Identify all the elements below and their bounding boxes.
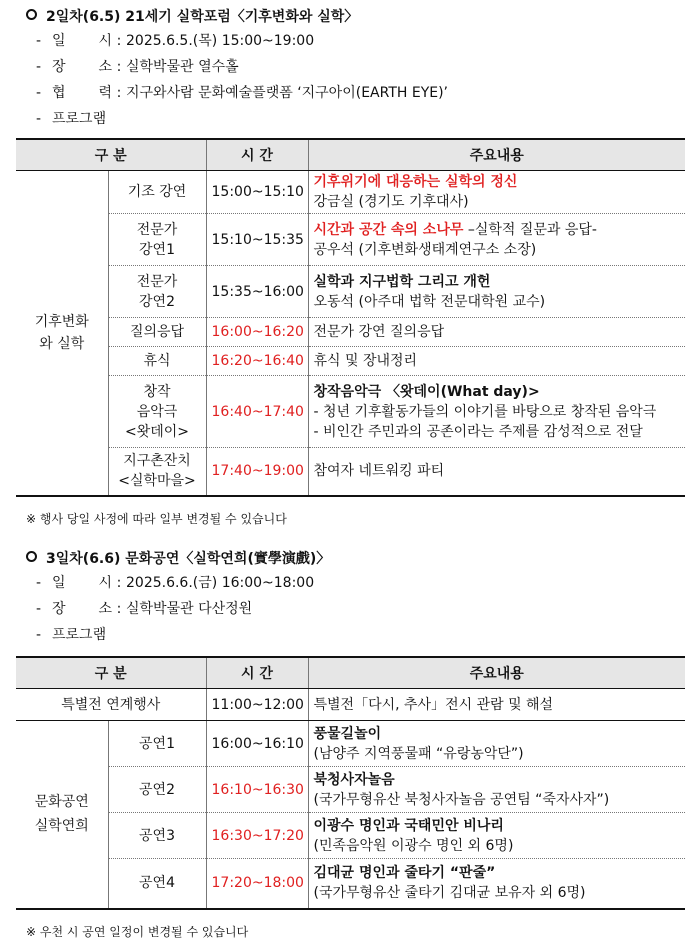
time-cell: 16:20~16:40 — [206, 347, 308, 376]
header-category: 구 분 — [16, 139, 206, 171]
time-cell: 17:20~18:00 — [206, 859, 308, 909]
day3-info-program: - 프로그램 — [36, 627, 107, 643]
sub-cell: 창작 음악극 <왓데이> — [108, 376, 206, 448]
day3-note: ※ 우천 시 공연 일정이 변경될 수 있습니다 — [26, 924, 249, 939]
time-cell: 17:40~19:00 — [206, 448, 308, 496]
content-cell: 창작음악극 〈왓데이(What day)> - 청년 기후활동가들의 이야기를 바탕으로 창작된 음악극 - 비인간 주민과의 공존이라는 주제를 감성적으로 전달 — [308, 376, 685, 448]
time-cell: 15:35~16:00 — [206, 266, 308, 318]
sub-cell: 질의응답 — [108, 318, 206, 347]
day2-heading: 2일차(6.5) 21세기 실학포럼〈기후변화와 실학〉 — [26, 6, 700, 28]
table-row — [16, 721, 685, 767]
day2-info-partner: - 협 력 : 지구와사람 문화예술플랫폼 ‘지구아이(EARTH EYE)’ — [36, 85, 449, 101]
content-cell: 휴식 및 장내정리 — [308, 347, 685, 376]
sub-cell: 전문가 강연2 — [108, 266, 206, 318]
sub-cell: 공연3 — [108, 813, 206, 859]
sub-cell: 공연2 — [108, 767, 206, 813]
day2-info-program: - 프로그램 — [36, 111, 107, 127]
time-cell: 16:00~16:20 — [206, 318, 308, 347]
category-cell: 문화공연 실학연희 — [16, 721, 108, 909]
day3-section — [0, 548, 700, 944]
content-cell: 기후위기에 대응하는 실학의 정신 강금실 (경기도 기후대사) — [308, 171, 685, 214]
time-cell: 16:40~17:40 — [206, 376, 308, 448]
sub-cell: 기조 강연 — [108, 171, 206, 214]
table-row — [16, 813, 685, 859]
sub-cell: 공연4 — [108, 859, 206, 909]
table-row — [16, 266, 685, 318]
time-cell: 16:30~17:20 — [206, 813, 308, 859]
day3-info-date: - 일 시 : 2025.6.6.(금) 16:00~18:00 — [36, 575, 315, 591]
header-content: 주요내용 — [308, 139, 685, 171]
table-header-row — [16, 657, 685, 689]
header-content: 주요내용 — [308, 657, 685, 689]
time-cell: 15:10~15:35 — [206, 214, 308, 266]
table-row — [16, 214, 685, 266]
day2-info-place: - 장 소 : 실학박물관 열수홀 — [36, 59, 239, 75]
content-cell: 실학과 지구법학 그리고 개헌 오동석 (아주대 법학 전문대학원 교수) — [308, 266, 685, 318]
content-cell: 풍물길놀이 (남양주 지역풍물패 “유랑농악단”) — [308, 721, 685, 767]
table-row — [16, 859, 685, 909]
time-cell: 15:00~15:10 — [206, 171, 308, 214]
content-cell: 북청사자놀음 (국가무형유산 북청사자놀음 공연팀 “죽자사자”) — [308, 767, 685, 813]
table-row — [16, 767, 685, 813]
content-cell: 시간과 공간 속의 소나무 –실학적 질문과 응답- 공우석 (기후변화생태계연구소 소장) — [308, 214, 685, 266]
circle-bullet-icon — [26, 551, 37, 562]
header-time: 시 간 — [206, 657, 308, 689]
time-cell: 16:00~16:10 — [206, 721, 308, 767]
content-cell: 전문가 강연 질의응답 — [308, 318, 685, 347]
time-cell: 16:10~16:30 — [206, 767, 308, 813]
special-event-cell: 특별전 연계행사 — [16, 689, 206, 721]
sub-cell: 지구촌잔치 <실학마을> — [108, 448, 206, 496]
day2-info-date: - 일 시 : 2025.6.5.(목) 15:00~19:00 — [36, 33, 315, 49]
time-cell: 11:00~12:00 — [206, 689, 308, 721]
day2-schedule-table — [16, 138, 685, 497]
header-time: 시 간 — [206, 139, 308, 171]
table-row — [16, 171, 685, 214]
table-row — [16, 376, 685, 448]
table-row — [16, 689, 685, 721]
content-cell: 김대균 명인과 줄타기 “판줄” (국가무형유산 줄타기 김대균 보유자 외 6명) — [308, 859, 685, 909]
sub-cell: 공연1 — [108, 721, 206, 767]
day3-schedule-table — [16, 656, 685, 910]
table-row — [16, 347, 685, 376]
content-cell: 이광수 명인과 국태민안 비나리 (민족음악원 이광수 명인 외 6명) — [308, 813, 685, 859]
table-header-row — [16, 139, 685, 171]
table-row — [16, 448, 685, 496]
category-cell: 기후변화 와 실학 — [16, 171, 108, 496]
content-cell: 참여자 네트워킹 파티 — [308, 448, 685, 496]
table-row — [16, 318, 685, 347]
header-category: 구 분 — [16, 657, 206, 689]
day3-heading: 3일차(6.6) 문화공연〈실학연희(實學演戲)〉 — [26, 548, 700, 570]
day3-info-place: - 장 소 : 실학박물관 다산정원 — [36, 601, 253, 617]
sub-cell: 전문가 강연1 — [108, 214, 206, 266]
content-cell: 특별전「다시, 추사」전시 관람 및 해설 — [308, 689, 685, 721]
day2-note: ※ 행사 당일 사정에 따라 일부 변경될 수 있습니다 — [26, 511, 287, 526]
circle-bullet-icon — [26, 9, 37, 20]
day2-section — [0, 6, 700, 531]
sub-cell: 휴식 — [108, 347, 206, 376]
